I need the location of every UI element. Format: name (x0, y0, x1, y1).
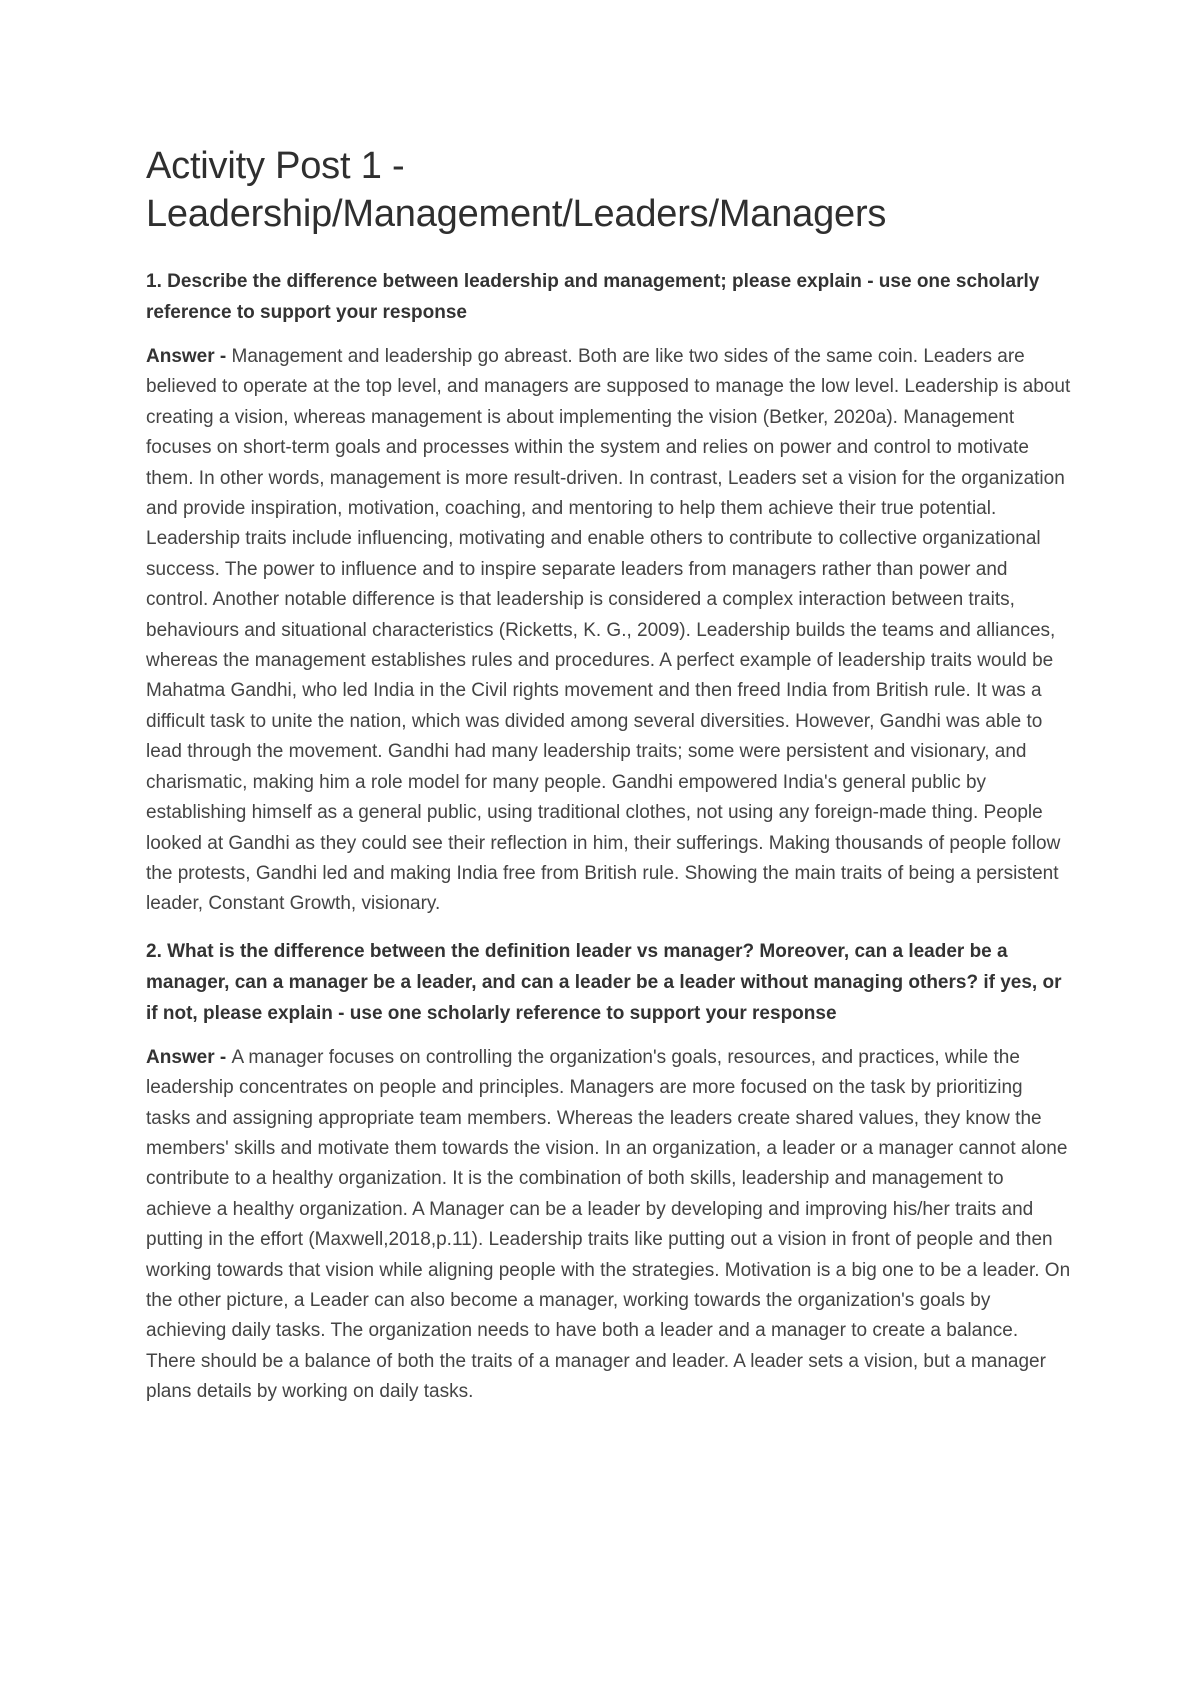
answer-text-2: A manager focuses on controlling the organization's goals, resources, and practices, while the leadership concentrates on people and principles. Managers are more focused on the task by prioritizing tasks and assigning appropriate team members. Whereas the leaders create shared values, they know the members' skills and motivate them towards the vision. In an organization, a leader or a manager cannot alone contribute to a healthy organization. It is the combination of both skills, leadership and management to achieve a healthy organization. A Manager can be a leader by developing and improving his/her traits and putting in the effort (Maxwell,2018,p.11). Leadership traits like putting out a vision in front of people and then working towards that vision while aligning people with the strategies. Motivation is a big one to be a leader. On the other picture, a Leader can also become a manager, working towards the organization's goals by achieving daily tasks. The organization needs to have both a leader and a manager to create a balance. There should be a balance of both the traits of a manager and leader. A leader sets a vision, but a manager plans details by working on daily tasks. (146, 1046, 1071, 1403)
document-page (146, 142, 1071, 1424)
answer-label-2: Answer - (146, 1046, 232, 1068)
question-2: 2. What is the difference between the definition leader vs manager? Moreover, can a leader be a manager, can a manager be a leader, and can a leader be a leader without managing others? if yes, or if not, please explain - use one scholarly reference to support your response (146, 940, 1062, 1024)
answer-2 (146, 1043, 1071, 1408)
answer-label-1: Answer - (146, 346, 232, 367)
question-1: 1. Describe the difference between leadership and management; please explain - use one scholarly reference to support your response (146, 271, 1040, 323)
answer-text-1: Management and leadership go abreast. Both are like two sides of the same coin. Leaders are believed to operate at the top level, and managers are supposed to manage the low level. Leadership is about creating a vision, whereas management is about implementing the vision (Betker, 2020a). Management focuses on short-term goals and processes within the system and relies on power and control to motivate them. In other words, management is more result-driven. In contrast, Leaders set a vision for the organization and provide inspiration, motivation, coaching, and mentoring to help them achieve their true potential. Leadership traits include influencing, motivating and enable others to contribute to collective organizational success. The power to influence and to inspire separate leaders from managers rather than power and control. Another notable difference is that leadership is considered a complex interaction between traits, behaviours and situational characteristics (Ricketts, K. G., 2009). Leadership builds the teams and alliances, whereas the management establishes rules and procedures. A perfect example of leadership traits would be Mahatma Gandhi, who led India in the Civil rights movement and then freed India from British rule. It was a difficult task to unite the nation, which was divided among several diversities. However, Gandhi was able to lead through the movement. Gandhi had many leadership traits; some were persistent and visionary, and charismatic, making him a role model for many people. Gandhi empowered India's general public by establishing himself as a general public, using traditional clothes, not using any foreign-made thing. People looked at Gandhi as they could see their reflection in him, their sufferings. Making thousands of people follow the protests, Gandhi led and making India free from British rule. Showing the main traits of being a persistent leader, Constant Growth, visionary. (146, 346, 1071, 915)
page-title: Activity Post 1 - Leadership/Management/Leaders/Managers (146, 145, 887, 235)
question-section-2 (146, 936, 1071, 1408)
question-section-1 (146, 266, 1071, 920)
answer-1 (146, 342, 1071, 920)
